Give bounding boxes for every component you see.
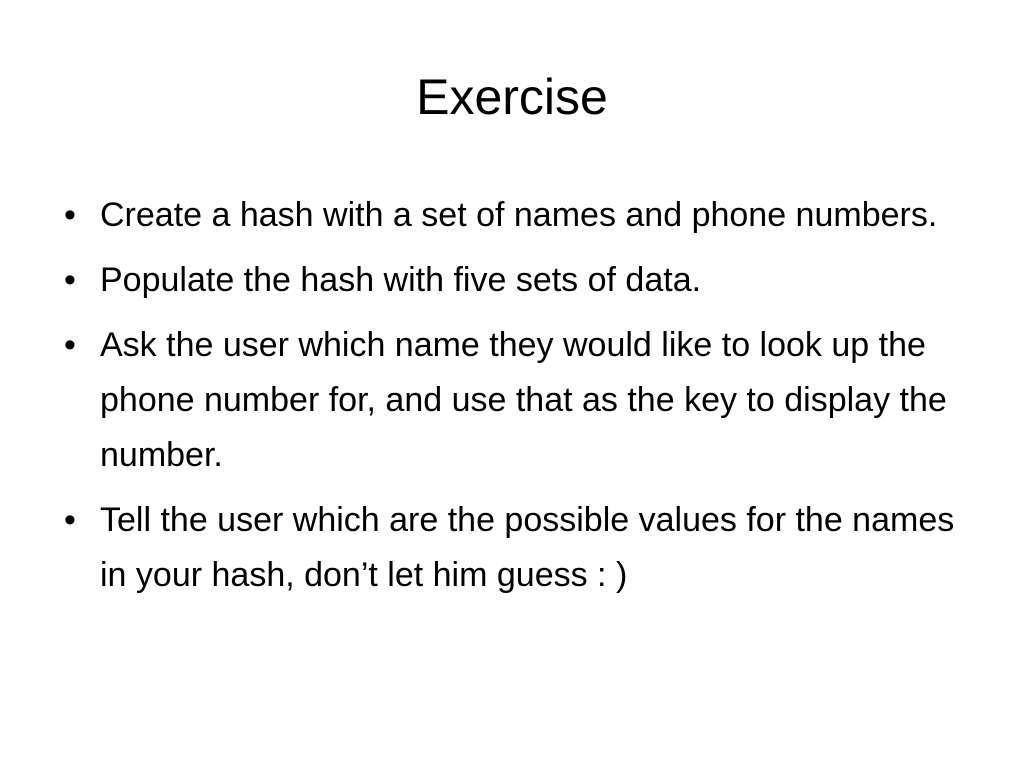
bullet-text: Ask the user which name they would like to look up the phone number for, and use that as the key to display the number. bbox=[100, 326, 947, 474]
bullet-icon: • bbox=[64, 501, 76, 539]
bullet-list bbox=[56, 188, 986, 613]
bullet-item bbox=[56, 318, 986, 483]
bullet-icon: • bbox=[64, 261, 76, 299]
bullet-text: Tell the user which are the possible values for the names in your hash, don’t let him guess : ) bbox=[100, 501, 955, 594]
slide-title: Exercise bbox=[416, 69, 608, 125]
bullet-item bbox=[56, 188, 986, 243]
bullet-text: Populate the hash with five sets of data. bbox=[100, 261, 702, 299]
bullet-text: Create a hash with a set of names and phone numbers. bbox=[100, 196, 938, 234]
bullet-icon: • bbox=[64, 326, 76, 364]
bullet-item bbox=[56, 493, 986, 603]
bullet-item bbox=[56, 253, 986, 308]
bullet-icon: • bbox=[64, 196, 76, 234]
